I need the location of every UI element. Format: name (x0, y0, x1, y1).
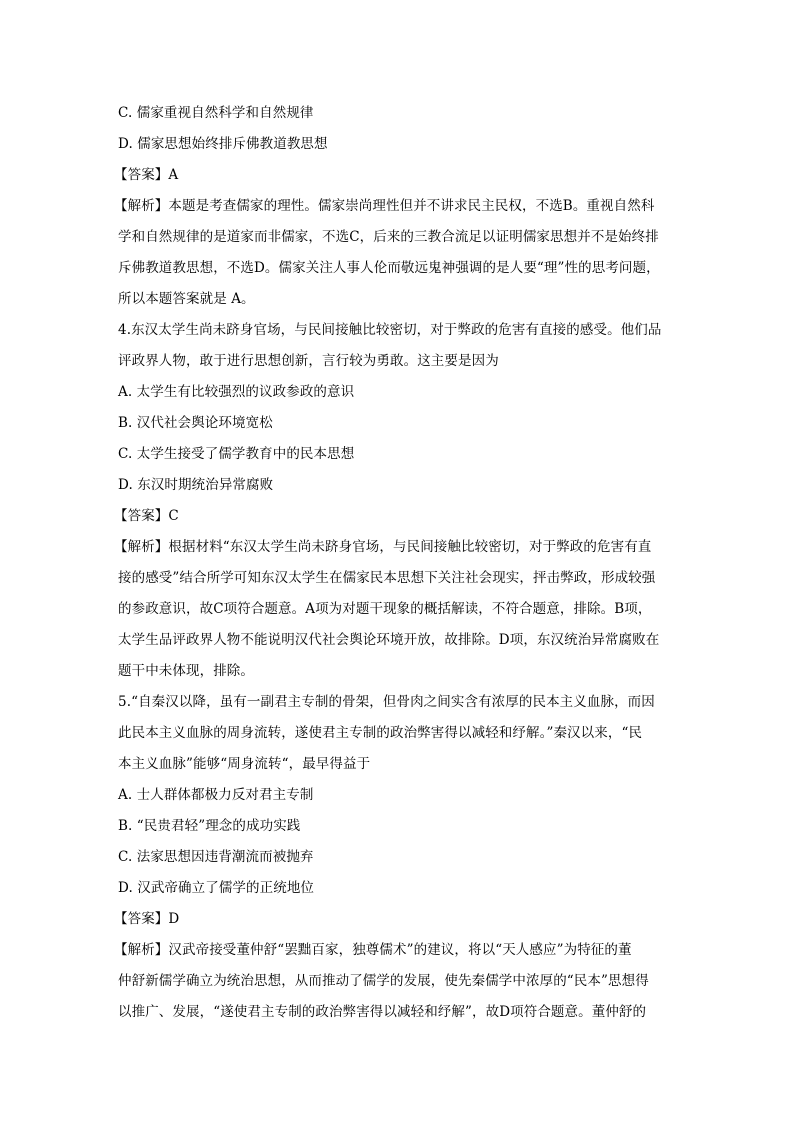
question-5-line3: 本主义血脉”能够“周身流转“，最早得益于 (118, 756, 371, 772)
question-5-line1: 5.“自秦汉以降，虽有一副君主专制的骨架，但骨肉之间实含有浓厚的民本主义血脉，而因 (118, 694, 655, 710)
analysis-q4-line5: 题干中未体现，排除。 (118, 663, 254, 679)
option-b-q4: B. 汉代社会舆论环境宽松 (118, 415, 273, 431)
analysis-q3-line2: 学和自然规律的是道家而非儒家，不选C，后来的三教合流足以证明儒家思想并不是始终排 (118, 229, 659, 245)
analysis-q4-line3: 的参政意识，故C项符合题意。A项为对题干现象的概括解读，不符合题意，排除。B项， (118, 601, 652, 617)
answer-q5: 【答案】D (114, 911, 180, 927)
analysis-q3-line3: 斥佛教道教思想，不选D。儒家关注人事人伦而敬远鬼神强调的是人要“理”性的思考问题， (118, 260, 660, 276)
analysis-q3-line4: 所以本题答案就是 A。 (118, 291, 255, 307)
option-b-q5: B. “民贵君轻”理念的成功实践 (118, 818, 301, 834)
analysis-q5-line1: 【解析】汉武帝接受董仲舒“罢黜百家，独尊儒术”的建议，将以“天人感应”为特征的董 (114, 942, 632, 958)
answer-q3: 【答案】A (114, 167, 179, 183)
option-c-q5: C. 法家思想因违背潮流而被抛弃 (118, 849, 314, 865)
answer-q4: 【答案】C (114, 508, 179, 524)
option-d-q5: D. 汉武帝确立了儒学的正统地位 (118, 880, 315, 896)
analysis-q4-line2: 接的感受”结合所学可知东汉太学生在儒家民本思想下关注社会现实，抨击弊政，形成较强 (118, 570, 656, 586)
question-4-line2: 评政界人物，敢于进行思想创新，言行较为勇敢。这主要是因为 (118, 353, 499, 369)
analysis-q4-line1: 【解析】根据材料“东汉太学生尚未跻身官场，与民间接触比较密切，对于弊政的危害有直 (114, 539, 652, 555)
option-a-q5: A. 士人群体都极力反对君主专制 (118, 787, 314, 803)
question-5-line2: 此民本主义血脉的周身流转，遂使君主专制的政治弊害得以减轻和纾解。”秦汉以来，“民 (118, 725, 643, 741)
option-a-q4: A. 太学生有比较强烈的议政参政的意识 (118, 384, 355, 400)
analysis-q4-line4: 太学生品评政界人物不能说明汉代社会舆论环境开放，故排除。D项，东汉统治异常腐败在 (118, 632, 660, 648)
analysis-q3-line1: 【解析】本题是考查儒家的理性。儒家崇尚理性但并不讲求民主民权，不选B。重视自然科 (114, 198, 655, 214)
question-4-line1: 4.东汉太学生尚未跻身官场，与民间接触比较密切，对于弊政的危害有直接的感受。他们品 (118, 322, 662, 338)
option-c-q4: C. 太学生接受了儒学教育中的民本思想 (118, 446, 355, 462)
option-d-q3: D. 儒家思想始终排斥佛教道教思想 (118, 136, 328, 152)
option-d-q4: D. 东汉时期统治异常腐败 (118, 477, 274, 493)
option-c-q3: C. 儒家重视自然科学和自然规律 (118, 105, 314, 121)
analysis-q5-line2: 仲舒新儒学确立为统治思想，从而推动了儒学的发展，使先秦儒学中浓厚的“民本”思想得 (118, 973, 649, 989)
analysis-q5-line3: 以推广、发展，“遂使君主专制的政治弊害得以减轻和纾解”，故D项符合题意。董仲舒的 (118, 1004, 647, 1020)
